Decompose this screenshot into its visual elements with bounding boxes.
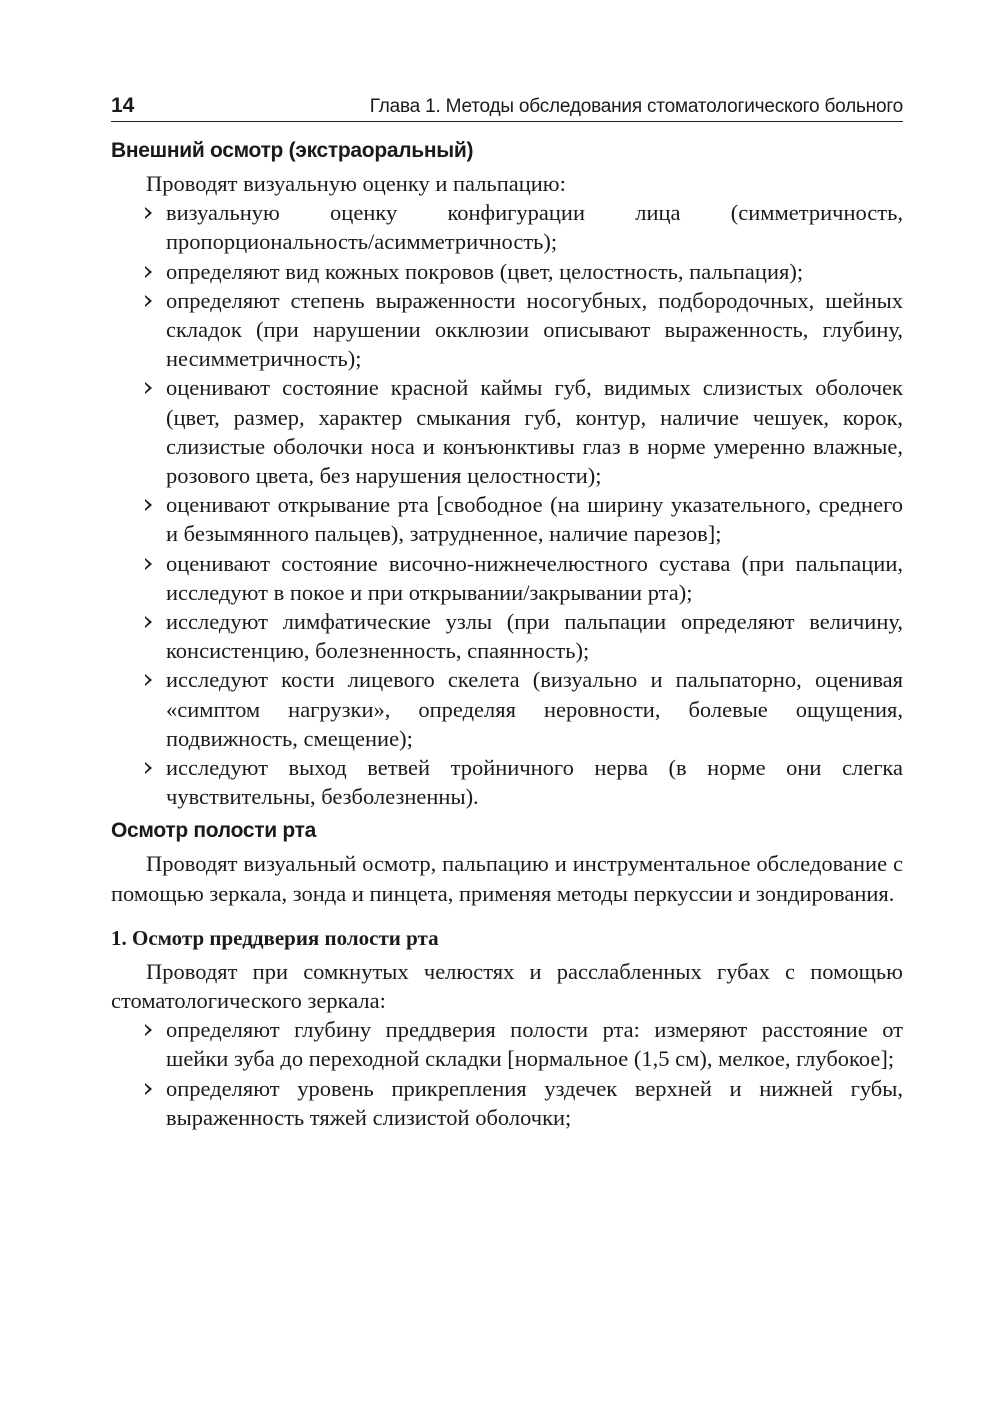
bullet-list-external-exam (111, 198, 903, 811)
list-item-text: оценивают состояние красной каймы губ, видимых слизистых оболочек (цвет, размер, характер смыкания губ, контур, наличие чешуек, корок, слизистые оболочки носа и конъюнктивы глаз в норме умеренно влажные, розового цвета, без нарушения целостности); (166, 375, 903, 489)
list-item-text: определяют степень выраженности носогубных, подбородочных, шейных складок (при нарушении окклюзии описывают выраженность, глубину, несимметричность); (166, 287, 903, 372)
list-item (111, 1015, 903, 1073)
section-heading-oral-exam: Осмотр полости рта (111, 819, 316, 843)
section-intro-paragraph: Проводят визуальный осмотр, пальпацию и инструментальное обследование с помощью зеркала, зонда и пинцета, применяя методы перкуссии и зондирования. (111, 851, 903, 906)
list-item-text: визуальную оценку конфигурации лица (симметричность, пропорциональность/асимметричность); (166, 200, 903, 255)
list-item (111, 490, 903, 548)
list-item-text: исследуют выход ветвей тройничного нерва (в норме они слегка чувствительны, безболезненны). (166, 755, 903, 810)
bullet-list-vestibule (111, 1015, 903, 1132)
subsection-heading-vestibule: 1. Осмотр преддверия полости рта (111, 925, 439, 950)
book-page (111, 80, 903, 1132)
list-item-text: оценивают состояние височно-нижнечелюстного сустава (при пальпации, исследуют в покое и при открывании/закрывании рта); (166, 550, 903, 605)
bullet-arrow-icon (145, 1083, 152, 1095)
bullet-arrow-icon (145, 674, 152, 686)
list-item (111, 198, 903, 256)
list-item-text: определяют уровень прикрепления уздечек верхней и нижней губы, выраженность тяжей слизистой оболочки; (166, 1075, 903, 1130)
list-item (111, 607, 903, 665)
bullet-arrow-icon (145, 762, 152, 774)
list-item-text: оценивают открывание рта [свободное (на ширину указательного, среднего и безымянного пальцев), затрудненное, наличие парезов]; (166, 492, 903, 547)
list-item-text: исследуют кости лицевого скелета (визуально и пальпаторно, оценивая «симптом нагрузки», определяя неровности, болевые ощущения, подвижность, смещение); (166, 667, 903, 751)
section-intro-paragraph: Проводят при сомкнутых челюстях и расслабленных губах с помощью стоматологического зеркала: (111, 958, 903, 1014)
list-item-text: определяют глубину преддверия полости рта: измеряют расстояние от шейки зуба до переходной складки [нормальное (1,5 см), мелкое, глубокое]; (166, 1017, 903, 1072)
bullet-arrow-icon (145, 1024, 152, 1036)
list-item-text: исследуют лимфатические узлы (при пальпации определяют величину, консистенцию, болезненность, спаянность); (166, 609, 903, 664)
bullet-arrow-icon (145, 295, 152, 307)
list-item (111, 1074, 903, 1132)
list-item-text: определяют вид кожных покровов (цвет, целостность, пальпация); (166, 258, 804, 284)
page-number: 14 (111, 94, 135, 117)
list-item (111, 753, 903, 811)
bullet-arrow-icon (145, 266, 152, 278)
bullet-arrow-icon (145, 499, 152, 511)
bullet-arrow-icon (145, 382, 152, 394)
list-item (111, 373, 903, 490)
list-item (111, 549, 903, 607)
chapter-title: Глава 1. Методы обследования стоматологического больного (369, 96, 903, 117)
bullet-arrow-icon (145, 616, 152, 628)
section-heading-external-exam: Внешний осмотр (экстраоральный) (111, 139, 474, 162)
section-intro-paragraph: Проводят визуальную оценку и пальпацию: (146, 171, 566, 196)
list-item (111, 257, 903, 286)
list-item (111, 286, 903, 374)
bullet-arrow-icon (145, 558, 152, 570)
running-header (111, 80, 903, 122)
list-item (111, 665, 903, 753)
bullet-arrow-icon (145, 207, 152, 219)
